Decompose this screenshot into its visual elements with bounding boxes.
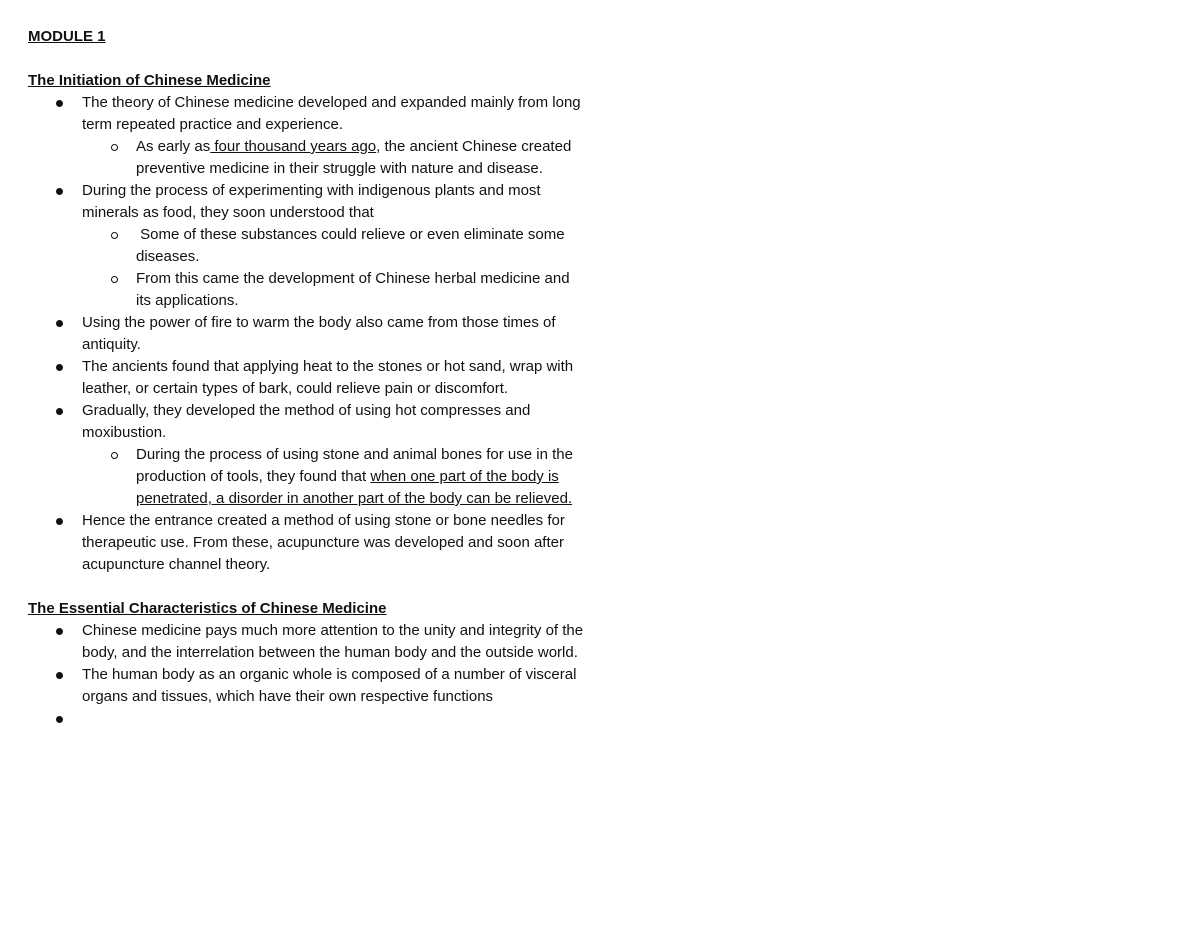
bullet-dot-icon <box>56 518 63 525</box>
bullet-dot-icon <box>56 320 63 327</box>
list-item-empty <box>28 708 588 730</box>
bullet-dot-icon <box>56 100 63 107</box>
bullet-dot-icon <box>56 716 63 723</box>
sub-item-text: From this came the development of Chinese herbal medicine and its applications. <box>136 270 570 309</box>
sub-item-text: Some of these substances could relieve or even eliminate some diseases. <box>136 226 569 265</box>
list-item <box>28 620 588 664</box>
list-item-text: During the process of experimenting with indigenous plants and most minerals as food, they soon understood that <box>82 182 541 221</box>
section-heading-initiation: The Initiation of Chinese Medicine <box>28 72 271 89</box>
sub-list-item <box>28 268 588 312</box>
list-item <box>28 92 588 136</box>
bullet-circle-icon <box>111 276 118 283</box>
bullet-circle-icon <box>111 452 118 459</box>
list-item-text: The human body as an organic whole is composed of a number of visceral organs and tissues, which have their own respective functions <box>82 666 577 705</box>
list-item-text: Using the power of fire to warm the body also came from those times of antiquity. <box>82 314 556 353</box>
document-page <box>28 26 588 730</box>
sub-item-text: , the ancient Chinese created preventive medicine in their struggle with nature and disease. <box>136 138 572 177</box>
bullet-circle-icon <box>111 232 118 239</box>
sub-item-text: As early as <box>136 138 211 155</box>
bullet-dot-icon <box>56 628 63 635</box>
sub-item-underlined-text: four thousand years ago <box>210 138 377 155</box>
list-item-text: Gradually, they developed the method of using hot compresses and moxibustion. <box>82 402 531 441</box>
sub-list-item <box>28 224 588 268</box>
bullet-circle-icon <box>111 144 118 151</box>
list-item-text: Chinese medicine pays much more attention to the unity and integrity of the body, and the interrelation between the human body and the outside world. <box>82 622 584 661</box>
list-item <box>28 664 588 708</box>
module-title: MODULE 1 <box>28 28 106 45</box>
bullet-dot-icon <box>56 672 63 679</box>
list-item-text: The ancients found that applying heat to the stones or hot sand, wrap with leather, or certain types of bark, could relieve pain or discomfort. <box>82 358 574 397</box>
sub-item-underlined-text: when one part of the body is penetrated, a disorder in another part of the body can be relieved. <box>136 468 573 507</box>
list-item-text: Hence the entrance created a method of using stone or bone needles for therapeutic use. From these, acupuncture was developed and soon after acupuncture channel theory. <box>82 512 565 573</box>
spacer <box>28 576 588 598</box>
section-heading-characteristics: The Essential Characteristics of Chinese Medicine <box>28 600 387 617</box>
list-item <box>28 510 588 576</box>
sub-list-item <box>28 444 588 510</box>
bullet-dot-icon <box>56 408 63 415</box>
list-item <box>28 356 588 400</box>
list-item-text: The theory of Chinese medicine developed and expanded mainly from long term repeated practice and experience. <box>82 94 581 133</box>
sub-item-text: During the process of using stone and animal bones for use in the production of tools, they found that <box>136 446 573 485</box>
bullet-dot-icon <box>56 364 63 371</box>
list-item <box>28 312 588 356</box>
list-item <box>28 400 588 444</box>
bullet-dot-icon <box>56 188 63 195</box>
spacer <box>28 48 588 70</box>
sub-list-item <box>28 136 588 180</box>
list-item <box>28 180 588 224</box>
